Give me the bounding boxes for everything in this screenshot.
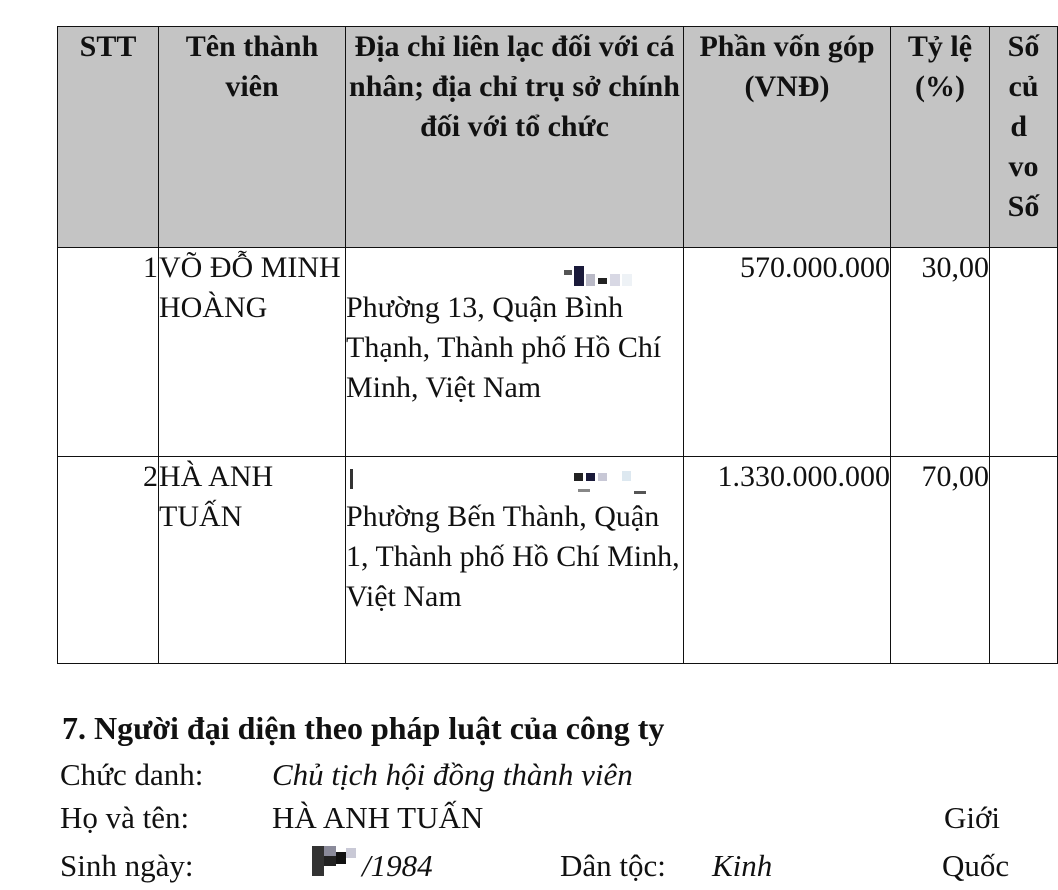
- row-address-cell: [346, 457, 684, 664]
- header-extra-line: củ: [1008, 70, 1039, 103]
- redacted-address-block: [346, 457, 683, 497]
- row-stt: 1: [58, 248, 159, 457]
- header-stt: STT: [58, 27, 159, 248]
- row-stt: 2: [58, 457, 159, 664]
- row-capital: 1.330.000.000: [684, 457, 891, 664]
- fullname-label: Họ và tên:: [60, 800, 190, 835]
- header-capital: Phần vốn góp (VNĐ): [684, 27, 891, 248]
- redacted-address-block: [346, 248, 683, 288]
- row-address: Phường Bến Thành, Quận 1, Thành phố Hồ Chí Minh, Việt Nam: [346, 500, 680, 613]
- header-extra-line: d: [1010, 110, 1027, 143]
- row-extra-cell: [990, 248, 1058, 457]
- position-label: Chức danh:: [60, 757, 204, 792]
- section-title: 7. Người đại diện theo pháp luật của công ty: [62, 710, 665, 746]
- table-row: [58, 457, 1058, 664]
- fullname-value: HÀ ANH TUẤN: [272, 800, 484, 835]
- row-member-name: VÕ ĐỖ MINH HOÀNG: [159, 248, 346, 457]
- members-table: [57, 26, 1058, 664]
- header-ratio: Tỷ lệ (%): [891, 27, 990, 248]
- header-extra-line: Số: [1007, 30, 1040, 63]
- row-address-cell: [346, 248, 684, 457]
- position-value: Chủ tịch hội đồng thành viên: [272, 757, 633, 792]
- row-member-name: HÀ ANH TUẤN: [159, 457, 346, 664]
- dob-label: Sinh ngày:: [60, 848, 194, 883]
- header-extra-cut: [990, 27, 1058, 248]
- row-extra-cell: [990, 457, 1058, 664]
- table-header-row: [58, 27, 1058, 248]
- dob-value: /1984: [362, 848, 433, 883]
- table-row: [58, 248, 1058, 457]
- ethnic-value: Kinh: [712, 848, 773, 883]
- header-member-name: Tên thành viên: [159, 27, 346, 248]
- header-extra-line: Số: [1007, 190, 1040, 223]
- header-extra-line: vo: [1008, 150, 1039, 183]
- row-address: Phường 13, Quận Bình Thạnh, Thành phố Hồ Chí Minh, Việt Nam: [346, 291, 662, 404]
- ethnic-label: Dân tộc:: [560, 848, 666, 883]
- row-ratio: 70,00: [891, 457, 990, 664]
- gender-label: Giới: [944, 800, 1001, 835]
- nationality-label: Quốc: [942, 848, 1010, 883]
- header-address: Địa chỉ liên lạc đối với cá nhân; địa chỉ trụ sở chính đối với tổ chức: [346, 27, 684, 248]
- row-ratio: 30,00: [891, 248, 990, 457]
- row-capital: 570.000.000: [684, 248, 891, 457]
